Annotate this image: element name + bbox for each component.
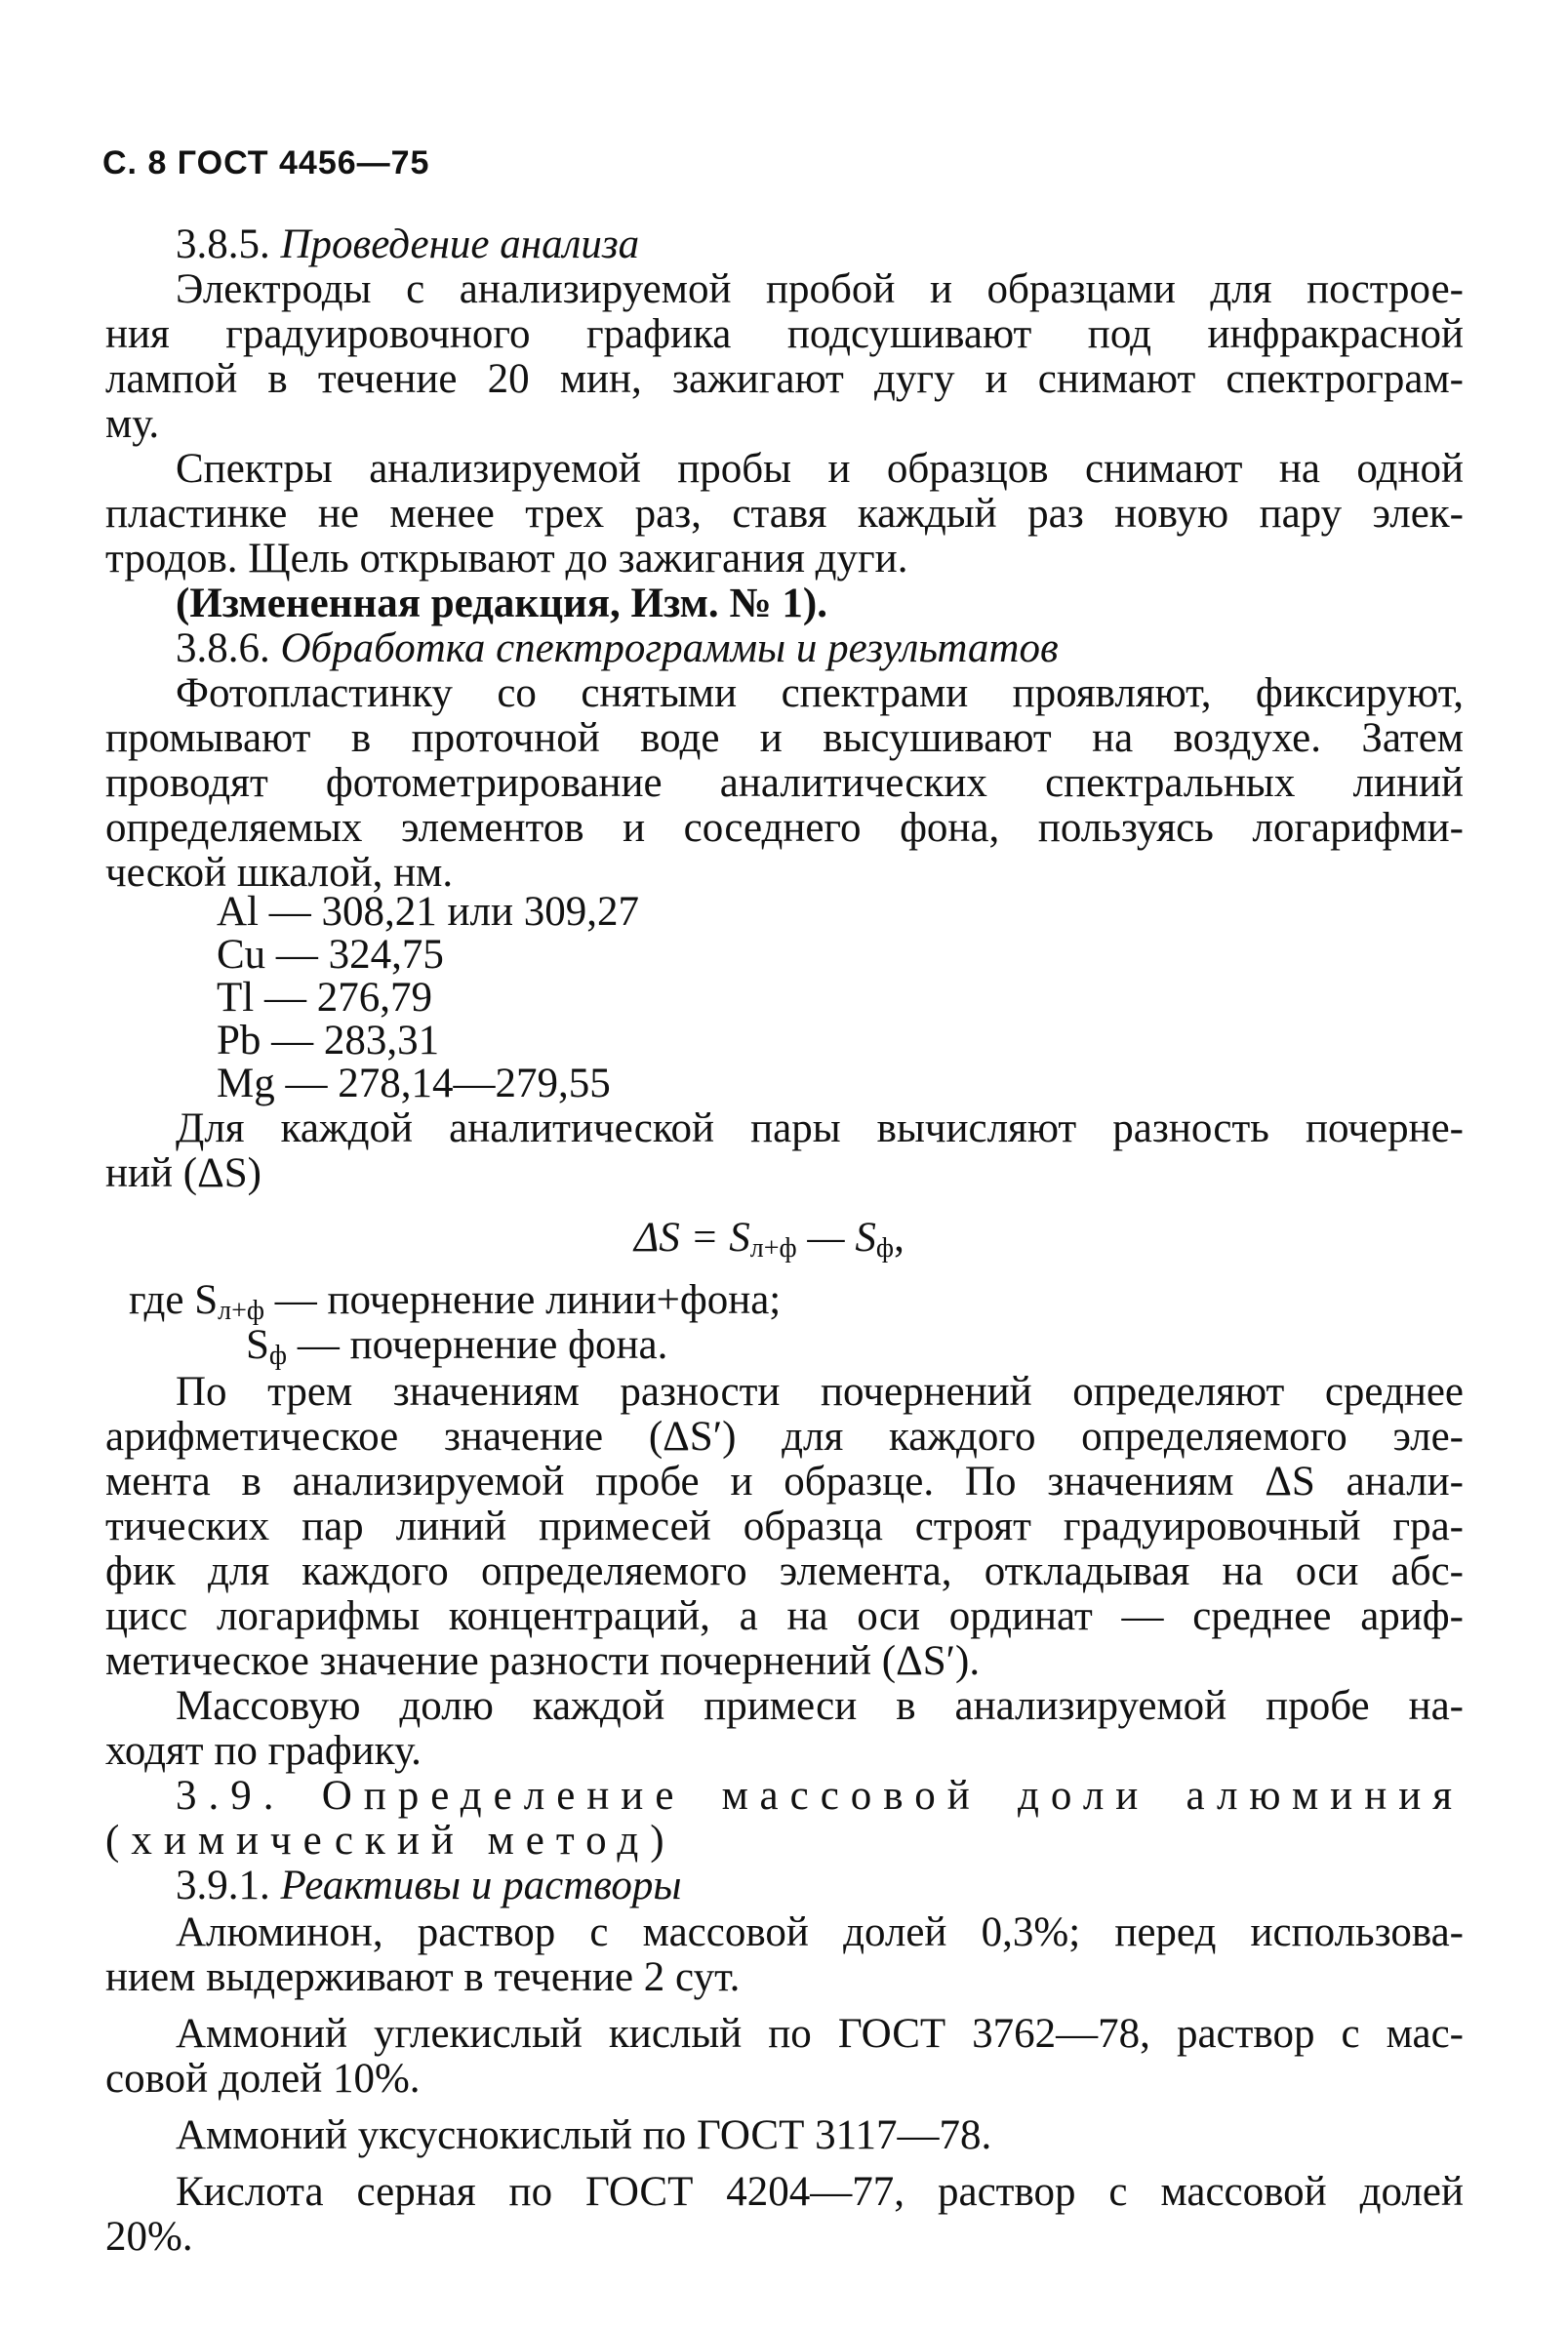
text-line: промывают в проточной воде и высушивают на воздухе. Затем — [105, 715, 1464, 761]
spectral-line-item: Mg — 278,14—279,55 — [217, 1061, 611, 1106]
spectral-line-item: Al — 308,21 или 309,27 — [217, 889, 639, 935]
text-line: определяемых элементов и соседнего фона, пользуясь логарифми- — [105, 805, 1464, 851]
formula-lhs: ΔS = S — [634, 1215, 750, 1261]
text-line: цисс логарифмы концентраций, а на оси ординат — среднее ариф- — [105, 1593, 1464, 1639]
legend-symbol: S — [246, 1322, 269, 1368]
text-line: лампой в течение 20 мин, зажигают дугу и снимают спектрограм- — [105, 356, 1464, 402]
section-heading-3-9-cont: (химический метод) — [105, 1818, 676, 1864]
formula-subscript: л+ф — [749, 1233, 797, 1264]
text-line: Аммоний уксуснокислый по ГОСТ 3117—78. — [176, 2112, 992, 2158]
formula — [634, 1216, 905, 1271]
section-heading-3-8-5 — [176, 222, 1464, 267]
text-line: Кислота серная по ГОСТ 4204—77, раствор с массовой долей — [176, 2169, 1464, 2215]
text-line: фик для каждого определяемого элемента, откладывая на оси абс- — [105, 1548, 1464, 1594]
formula-subscript: ф — [875, 1233, 895, 1264]
text-line: ния градуировочного графика подсушивают под инфракрасной — [105, 311, 1464, 357]
text-line: Фотопластинку со снятыми спектрами проявляют, фиксируют, — [176, 670, 1464, 716]
section-number: 3.8.5. — [176, 221, 270, 267]
section-heading-3-9: 3.9. Определение массовой доли алюминия — [176, 1773, 1464, 1819]
amendment-note: (Измененная редакция, Изм. № 1). — [176, 581, 827, 626]
text-line: му. — [105, 401, 160, 447]
text-line: совой долей 10%. — [105, 2056, 421, 2102]
section-number: 3.8.6. — [176, 625, 270, 671]
text-line: Алюминон, раствор с массовой долей 0,3%; перед использова- — [176, 1909, 1464, 1955]
text-line: ходят по графику. — [105, 1728, 422, 1774]
text-line: проводят фотометрирование аналитических спектральных линий — [105, 760, 1464, 806]
formula-end: , — [894, 1215, 905, 1261]
spectral-line-item: Tl — 276,79 — [217, 975, 432, 1021]
text-line: Массовую долю каждой примеси в анализируемой пробе на- — [176, 1683, 1464, 1729]
section-title: Обработка спектрограммы и результатов — [280, 625, 1059, 671]
section-title: Реактивы и растворы — [280, 1863, 682, 1908]
section-title: Проведение анализа — [280, 221, 640, 267]
text-line: По трем значениям разности почернений определяют среднее — [176, 1369, 1464, 1415]
text-line: тродов. Щель открывают до зажигания дуги. — [105, 536, 908, 582]
page-header: С. 8 ГОСТ 4456—75 — [102, 144, 430, 181]
formula-mid: — S — [796, 1215, 876, 1261]
legend-subscript: л+ф — [218, 1296, 265, 1326]
text-line: Аммоний углекислый кислый по ГОСТ 3762—78, раствор с мас- — [176, 2011, 1464, 2057]
spectral-line-item: Pb — 283,31 — [217, 1018, 440, 1064]
section-heading-3-8-6 — [176, 626, 1464, 671]
text-line: ческой шкалой, нм. — [105, 850, 454, 896]
section-heading-3-9-1 — [176, 1864, 1464, 1908]
legend-text: — почернение линии+фона; — [264, 1277, 782, 1323]
text-line: Для каждой аналитической пары вычисляют разность почерне- — [176, 1105, 1464, 1151]
text-line: арифметическое значение (ΔS′) для каждого определяемого эле- — [105, 1414, 1464, 1460]
legend-symbol: где S — [129, 1277, 219, 1323]
text-line: ний (ΔS) — [105, 1150, 261, 1196]
text-line: 20%. — [105, 2214, 193, 2260]
text-line: Электроды с анализируемой пробой и образцами для построе- — [176, 266, 1464, 312]
legend-text: — почернение фона. — [287, 1322, 668, 1368]
text-line: нием выдерживают в течение 2 сут. — [105, 1954, 741, 2000]
text-line: пластинке не менее трех раз, ставя каждый раз новую пару элек- — [105, 491, 1464, 537]
spectral-line-item: Cu — 324,75 — [217, 932, 444, 978]
text-line: тических пар линий примесей образца строят градуировочный гра- — [105, 1504, 1464, 1549]
section-number: 3.9.1. — [176, 1863, 270, 1908]
legend-subscript: ф — [268, 1341, 288, 1371]
text-line: мента в анализируемой пробе и образце. По значениям ΔS анали- — [105, 1459, 1464, 1505]
text-line: Спектры анализируемой пробы и образцов снимают на одной — [176, 446, 1464, 492]
text-line: метическое значение разности почернений (ΔS′). — [105, 1638, 981, 1684]
